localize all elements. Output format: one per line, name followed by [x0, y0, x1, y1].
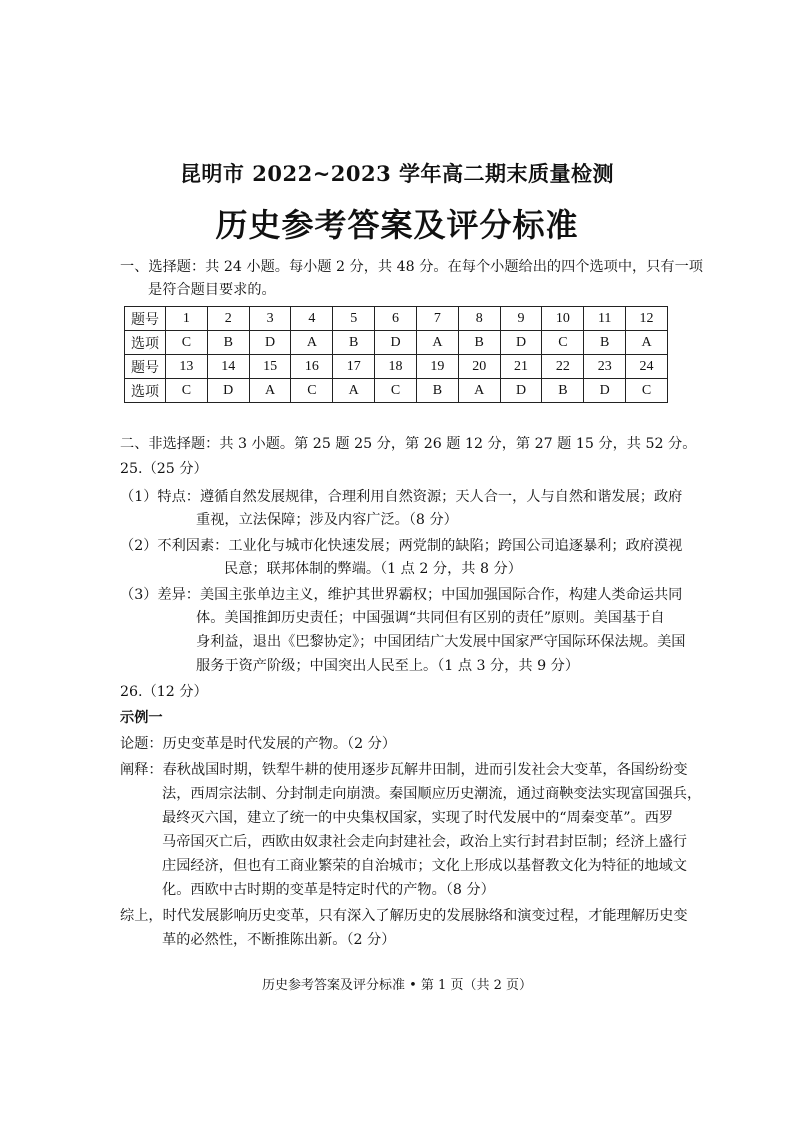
- q26-explanation-line5: 庄园经济，但也有工商业繁荣的自治城市；文化上形成以基督教文化为特征的地域文: [162, 858, 687, 874]
- q25-part1-line2: 重视，立法保障；涉及内容广泛。（8 分）: [196, 512, 458, 528]
- question-number-cell: 2: [207, 307, 249, 331]
- q25-title: 25.（25 分）: [120, 461, 208, 477]
- question-number-cell: 23: [584, 355, 626, 379]
- answer-option-cell: B: [207, 331, 249, 355]
- question-number-cell: 6: [375, 307, 417, 331]
- answer-option-cell: B: [584, 331, 626, 355]
- q26-thesis: 论题：历史变革是时代发展的产物。（2 分）: [120, 736, 397, 752]
- q26-explanation-line4: 马帝国灭亡后，西欧由奴隶社会走向封建社会，政治上实行封君封臣制；经济上盛行: [162, 834, 687, 850]
- answer-row: [125, 331, 668, 355]
- q26-summary-line2: 革的必然性，不断推陈出新。（2 分）: [162, 932, 396, 948]
- answer-option-cell: C: [291, 379, 333, 403]
- answer-option-cell: A: [291, 331, 333, 355]
- q26-explanation-line2: 法，西周宗法制、分封制走向崩溃。秦国顺应历史潮流，通过商鞅变法实现富国强兵，: [162, 786, 702, 802]
- answer-row-label: 选项: [125, 331, 166, 355]
- q25-part2-line1: （2）不利因素：工业化与城市化快速发展；两党制的缺陷；跨国公司追逐暴利；政府漠视: [120, 538, 683, 554]
- answer-option-cell: C: [166, 331, 208, 355]
- answer-option-cell: B: [458, 331, 500, 355]
- section1-instructions-line1: 一、选择题：共 24 小题。每小题 2 分，共 48 分。在每个小题给出的四个选项中，只有一项: [120, 259, 703, 275]
- answer-option-cell: C: [542, 331, 584, 355]
- answer-option-cell: A: [458, 379, 500, 403]
- question-number-cell: 15: [249, 355, 291, 379]
- answer-option-cell: A: [249, 379, 291, 403]
- question-number-cell: 11: [584, 307, 626, 331]
- q25-part3-line2: 体。美国推卸历史责任；中国强调“共同但有区别的责任”原则。美国基于自: [196, 610, 665, 626]
- answer-option-cell: B: [542, 379, 584, 403]
- exam-title: 昆明市 2022~2023 学年高二期末质量检测: [179, 161, 615, 186]
- question-number-cell: 4: [291, 307, 333, 331]
- question-row: [125, 355, 668, 379]
- question-number-cell: 13: [166, 355, 208, 379]
- section1-instructions-line2: 是符合题目要求的。: [148, 282, 276, 298]
- answer-option-cell: A: [416, 331, 458, 355]
- question-row: [125, 307, 668, 331]
- answer-option-cell: D: [500, 331, 542, 355]
- question-number-cell: 24: [626, 355, 668, 379]
- question-row-label: 题号: [125, 355, 166, 379]
- question-number-cell: 21: [500, 355, 542, 379]
- question-number-cell: 16: [291, 355, 333, 379]
- page-footer: 历史参考答案及评分标准 • 第 1 页（共 2 页）: [261, 978, 532, 993]
- q26-explanation-line3: 最终灭六国，建立了统一的中央集权国家，实现了时代发展中的“周秦变革”。西罗: [162, 810, 674, 826]
- q25-part3-line3: 身利益，退出《巴黎协定》；中国团结广大发展中国家严守国际环保法规。美国: [196, 634, 686, 650]
- question-number-cell: 9: [500, 307, 542, 331]
- answer-option-cell: A: [333, 379, 375, 403]
- answer-option-cell: C: [166, 379, 208, 403]
- q26-summary-line1: 综上，时代发展影响历史变革，只有深入了解历史的发展脉络和演变过程，才能理解历史变: [120, 908, 688, 924]
- q25-part3-line4: 服务于资产阶级；中国突出人民至上。（1 点 3 分，共 9 分）: [196, 658, 580, 674]
- question-number-cell: 10: [542, 307, 584, 331]
- question-number-cell: 1: [166, 307, 208, 331]
- document-title: 历史参考答案及评分标准: [215, 206, 579, 244]
- answer-option-cell: B: [416, 379, 458, 403]
- answer-option-cell: A: [626, 331, 668, 355]
- q25-part1-line1: （1）特点：遵循自然发展规律，合理利用自然资源；天人合一，人与自然和谐发展；政府: [120, 489, 683, 505]
- answer-option-cell: C: [626, 379, 668, 403]
- q26-example-label: 示例一: [120, 710, 163, 726]
- question-number-cell: 18: [375, 355, 417, 379]
- section2-heading: 二、非选择题：共 3 小题。第 25 题 25 分，第 26 题 12 分，第 27 题 15 分，共 52 分。: [120, 436, 697, 452]
- q26-explanation-line6: 化。西欧中古时期的变革是特定时代的产物。（8 分）: [162, 882, 495, 898]
- answer-option-cell: D: [249, 331, 291, 355]
- q25-part2-line2: 民意；联邦体制的弊端。（1 点 2 分，共 8 分）: [224, 561, 522, 577]
- answer-table: [124, 306, 668, 403]
- answer-option-cell: D: [584, 379, 626, 403]
- question-number-cell: 8: [458, 307, 500, 331]
- answer-option-cell: B: [333, 331, 375, 355]
- question-number-cell: 5: [333, 307, 375, 331]
- q25-part3-line1: （3）差异：美国主张单边主义，维护其世界霸权；中国加强国际合作，构建人类命运共同: [120, 587, 683, 603]
- question-number-cell: 17: [333, 355, 375, 379]
- q26-title: 26.（12 分）: [120, 684, 208, 700]
- question-number-cell: 19: [416, 355, 458, 379]
- question-number-cell: 14: [207, 355, 249, 379]
- question-row-label: 题号: [125, 307, 166, 331]
- answer-row-label: 选项: [125, 379, 166, 403]
- answer-option-cell: D: [207, 379, 249, 403]
- question-number-cell: 12: [626, 307, 668, 331]
- q26-explanation-line1: 阐释：春秋战国时期，铁犁牛耕的使用逐步瓦解井田制，进而引发社会大变革，各国纷纷变: [120, 762, 688, 778]
- question-number-cell: 7: [416, 307, 458, 331]
- question-number-cell: 3: [249, 307, 291, 331]
- answer-option-cell: C: [375, 379, 417, 403]
- answer-option-cell: D: [500, 379, 542, 403]
- question-number-cell: 22: [542, 355, 584, 379]
- answer-row: [125, 379, 668, 403]
- answer-option-cell: D: [375, 331, 417, 355]
- question-number-cell: 20: [458, 355, 500, 379]
